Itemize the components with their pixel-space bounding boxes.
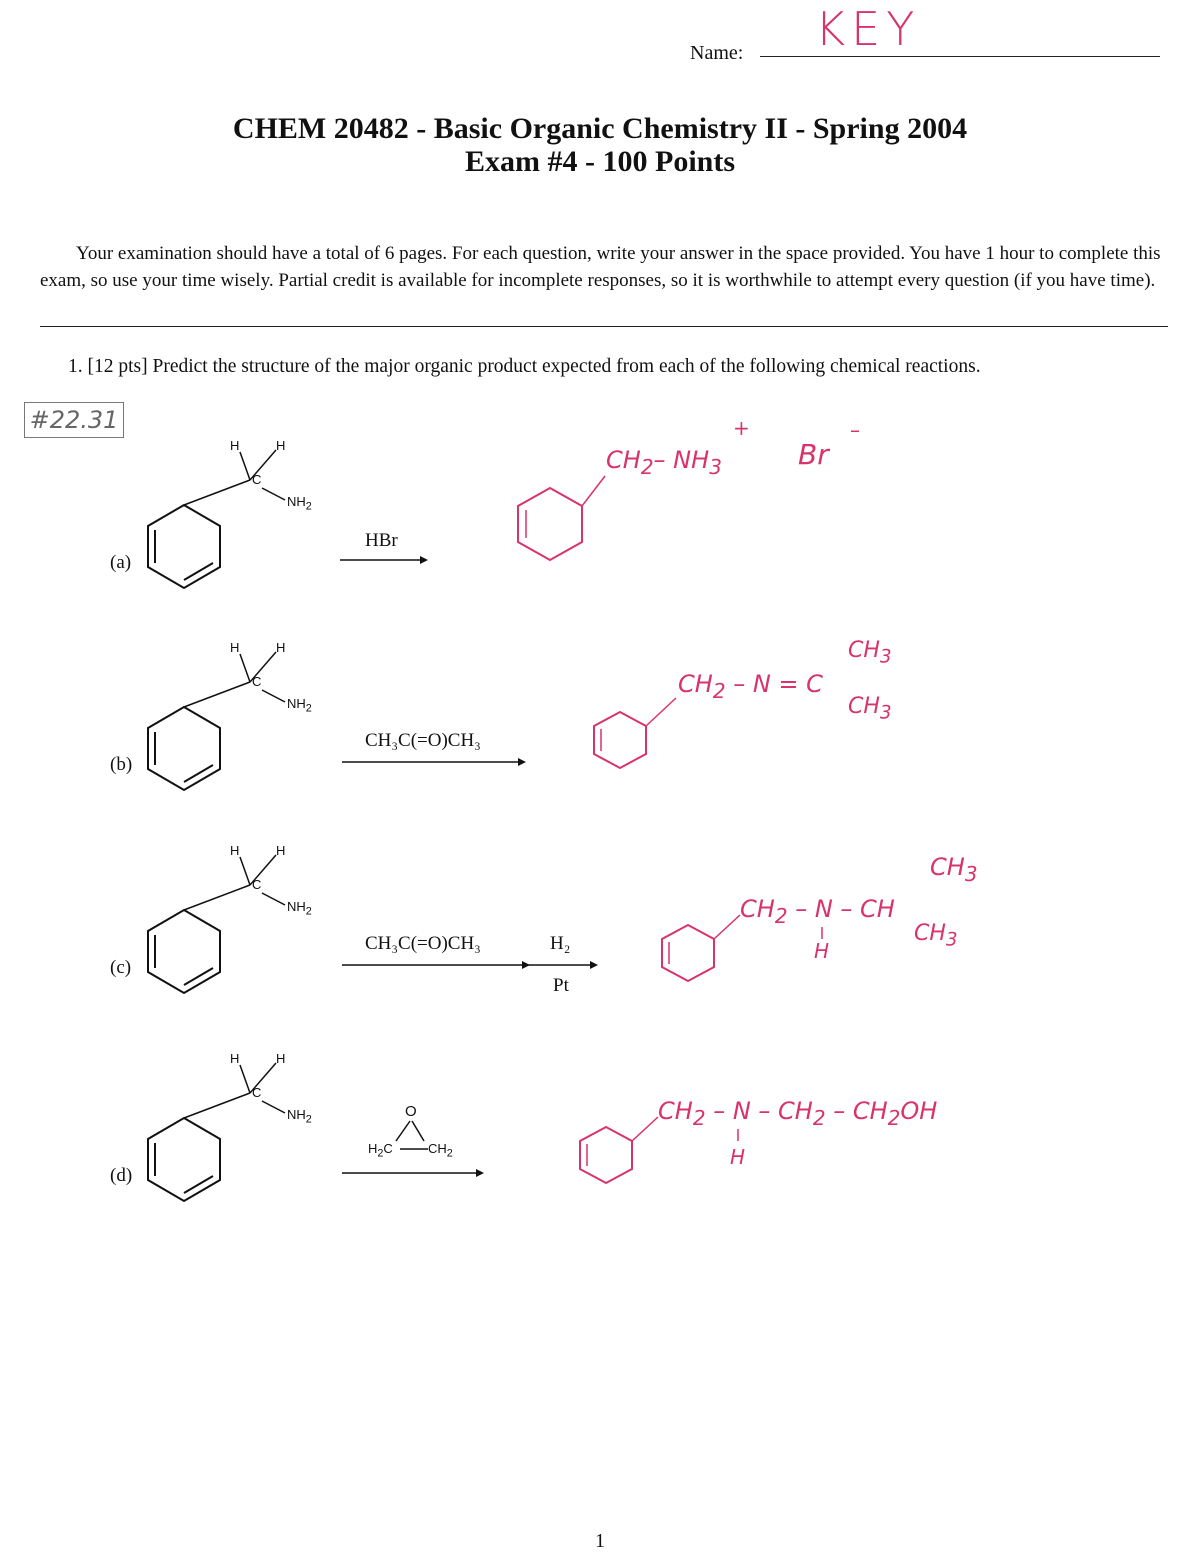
part-label: (a) [110,552,132,573]
carbon-label: C [252,674,262,689]
charge-plus: + [733,416,750,440]
answer-product: $CH_2-$ $NH_3$ [606,446,722,479]
hydrogen-label: H [230,1051,240,1066]
hydrogen-label: H [230,843,240,858]
reaction-c [0,835,1200,1055]
amine-hydrogen: H [814,939,830,963]
hydrogen-label: H [276,640,286,655]
carbon-label: C [252,472,262,487]
part-label: (d) [110,1165,133,1186]
epoxide-left-carbon: $H_2C$ [368,1141,393,1160]
answer-benzene-ring [0,632,1200,852]
carbon-label: C [252,877,262,892]
carbon-label: C [252,1085,262,1100]
epoxide-oxygen: O [405,1103,417,1120]
answer-product: $CH_2$ – N – $CH_2 - CH_2OH$ [658,1097,938,1130]
question-1-prompt: 1. [12 pts] Predict the structure of the major organic product expected from each of the following chemical reactions. [68,356,981,377]
name-label: Name: [690,42,744,64]
amine-label: $NH_2$ [287,696,312,715]
methyl-upper: $CH_3$ [848,638,892,668]
exam-title: CHEM 20482 - Basic Organic Chemistry II - Spring 2004 [232,112,968,145]
methyl-lower: $CH_3$ [848,694,892,724]
reagent: CH₃C(=O)CH₃ [365,730,481,751]
page-number: 1 [595,1530,605,1552]
section-divider [40,326,1168,327]
name-value-handwritten: KEY [815,2,921,56]
epoxide-right-carbon: $CH_2$ [428,1141,453,1160]
name-line [760,56,1160,57]
answer-benzene-ring [0,430,1200,650]
amine-label: $NH_2$ [287,494,312,513]
hydrogen-label: H [230,438,240,453]
reagent: CH₃C(=O)CH₃ [365,933,481,954]
charge-minus: – [850,418,860,442]
amine-label: $NH_2$ [287,1107,312,1126]
part-label: (b) [110,754,133,775]
instructions-paragraph: Your examination should have a total of 6 pages. For each question, write your answer in the space provided. You have 1 hour to complete this exam, so use your time wisely. Partial credit is available for incomplete responses, so it is worthwhile to attempt every question (if you have time). [40,243,1161,291]
hydrogen-label: H [230,640,240,655]
answer-benzene-ring [0,835,1200,1055]
reagent: HBr [365,530,398,551]
answer-product: $CH_2$ – N – CH [740,895,895,928]
hydrogen-label: H [276,438,286,453]
part-label: (c) [110,957,132,978]
answer-product: $CH_2 - N = C$ [678,670,823,703]
amine-label: $NH_2$ [287,899,312,918]
textbook-reference-stamp: #22.31 [24,402,124,438]
reagent-hydrogen: H₂ [550,933,571,954]
hydrogen-label: H [276,843,286,858]
answer-benzene-ring [0,1043,1200,1263]
methyl-upper: $CH_3$ [930,853,978,886]
hydrogen-label: H [276,1051,286,1066]
catalyst-platinum: Pt [553,975,569,996]
reaction-b [0,632,1200,852]
exam-subtitle: Exam #4 - 100 Points [465,145,735,178]
bromide-counterion: Br [798,438,829,471]
methyl-lower: $CH_3$ [914,921,958,951]
amine-hydrogen: H [730,1145,746,1169]
reaction-d [0,1043,1200,1263]
